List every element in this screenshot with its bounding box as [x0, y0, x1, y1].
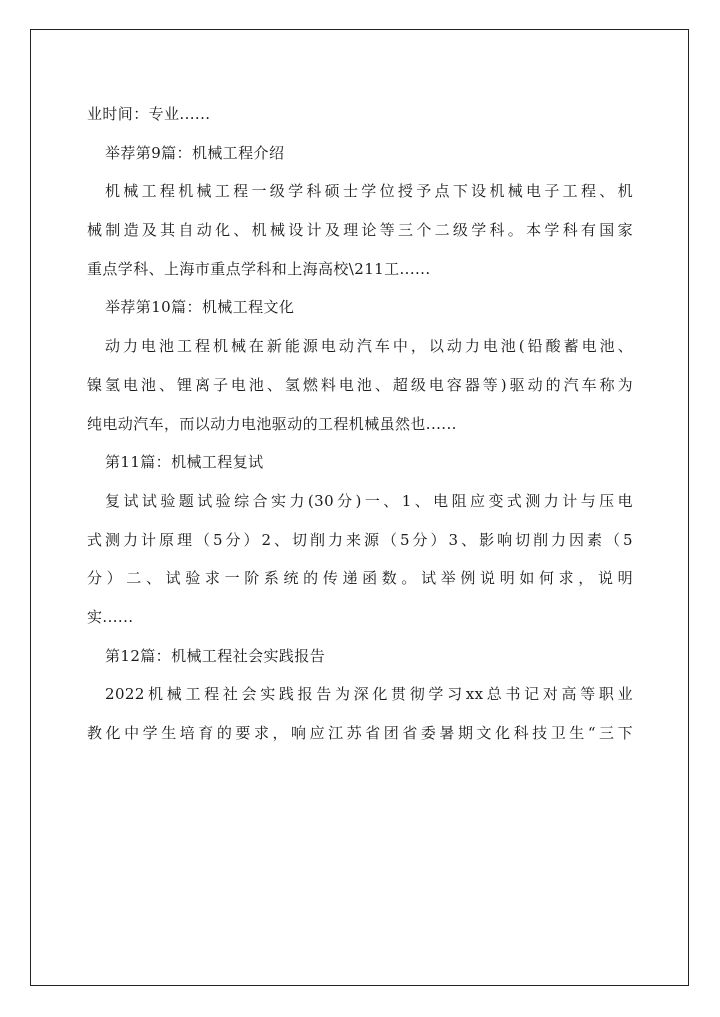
section-heading: 第12篇：机械工程社会实践报告 — [105, 646, 326, 665]
text-line: 教化中学生培育的要求，响应江苏省团省委暑期文化科技卫生“三下 — [87, 724, 633, 742]
document-body — [87, 95, 633, 753]
text-line: 机械工程机械工程一级学科硕士学位授予点下设机械电子工程、机 — [105, 182, 633, 201]
text-line: 械制造及其自动化、机械设计及理论等三个二级学科。本学科有国家 — [87, 221, 633, 240]
text-line: 动力电池工程机械在新能源电动汽车中，以动力电池(铅酸蓄电池、 — [105, 337, 633, 356]
text-line: 业时间：专业...... — [87, 105, 211, 123]
text-line: 2022机械工程社会实践报告为深化贯彻学习xx总书记对高等职业 — [105, 685, 633, 704]
text-line: 复试试验题试验综合实力(30分)一、1、电阻应变式测力计与压电 — [105, 491, 633, 510]
section-heading: 第11篇：机械工程复试 — [105, 453, 264, 472]
text-line: 实...... — [87, 607, 134, 626]
text-line: 重点学科、上海市重点学科和上海高校\211工...... — [87, 259, 431, 278]
text-line: 分）二、试验求一阶系统的传递函数。试举例说明如何求，说明 — [87, 569, 633, 588]
text-line: 纯电动汽车，而以动力电池驱动的工程机械虽然也...... — [87, 414, 457, 433]
section-heading: 举荐第9篇：机械工程介绍 — [105, 143, 285, 162]
text-line: 镍氢电池、锂离子电池、氢燃料电池、超级电容器等)驱动的汽车称为 — [87, 375, 633, 394]
text-line: 式测力计原理（5分）2、切削力来源（5分）3、影响切削力因素（5 — [87, 530, 633, 549]
section-heading: 举荐第10篇：机械工程文化 — [105, 298, 295, 317]
